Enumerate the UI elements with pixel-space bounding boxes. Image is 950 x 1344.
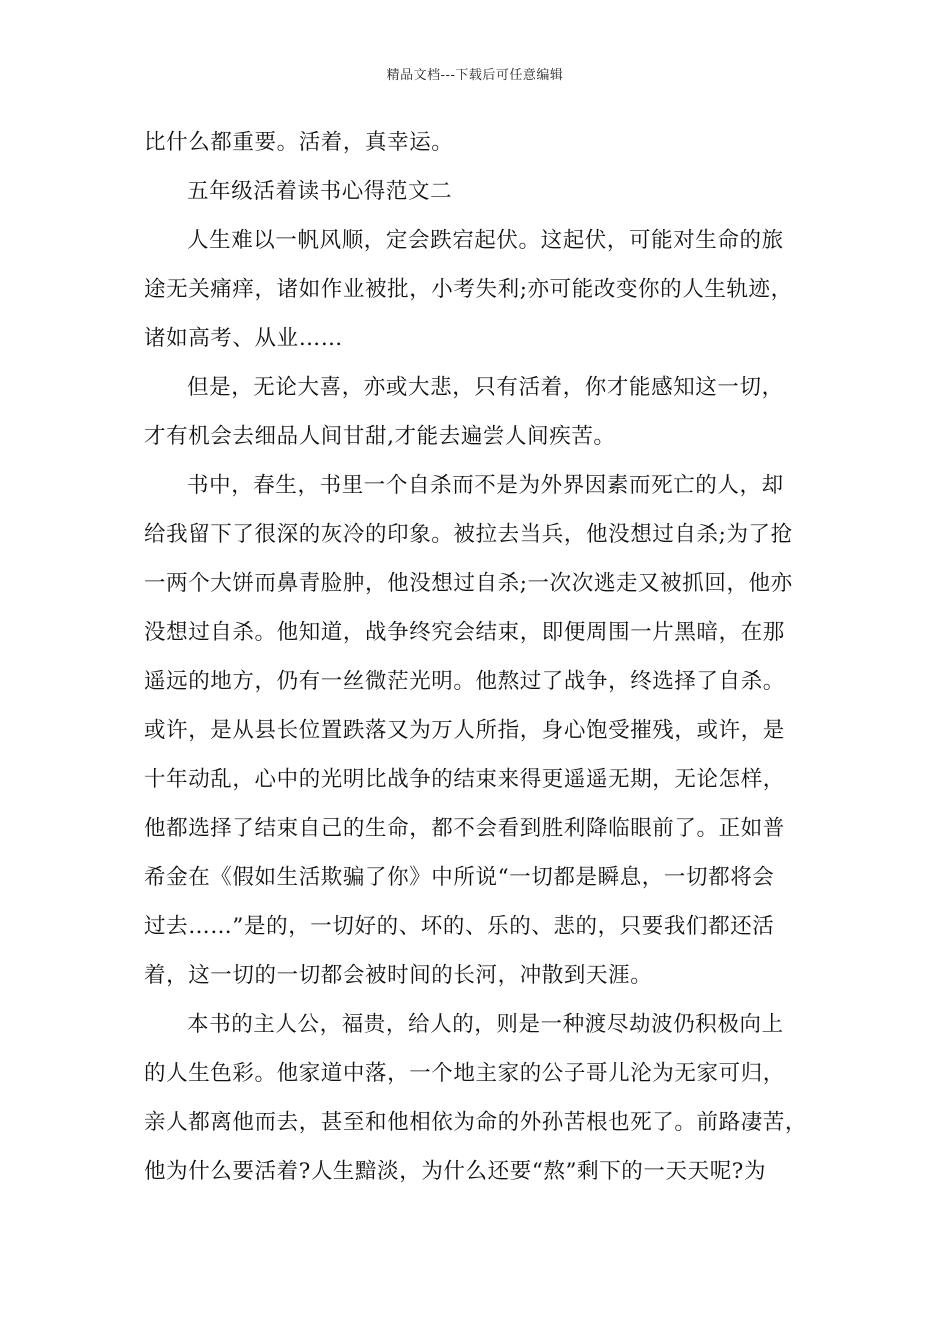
paragraph-line: 十年动乱，心中的光明比战争的结束来得更遥遥无期，无论怎样， [144,767,785,792]
paragraph-line: 但是，无论大喜，亦或大悲，只有活着，你才能感知这一切， [187,375,784,400]
section-title: 五年级活着读书心得范文二 [187,179,453,204]
paragraph-line: 一两个大饼而鼻青脸肿，他没想过自杀;一次次逃走又被抓回，他亦 [144,571,793,596]
paragraph-line: 着，这一切的一切都会被时间的长河，冲散到天涯。 [144,963,653,988]
paragraph-line: 他为什么要活着?人生黯淡，为什么还要“熬”剩下的一天天呢?为 [144,1159,767,1184]
paragraph-line: 本书的主人公，福贵，给人的，则是一种渡尽劫波仍积极向上 [187,1012,784,1037]
paragraph-line: 才有机会去细品人间甘甜,才能去遍尝人间疾苦。 [144,424,616,449]
paragraph-line: 给我留下了很深的灰冷的印象。被拉去当兵，他没想过自杀;为了抢 [144,522,793,547]
paragraph-line: 亲人都离他而去，甚至和他相依为命的外孙苦根也死了。前路凄苦， [144,1110,808,1135]
paragraph-line: 希金在《假如生活欺骗了你》中所说“一切都是瞬息，一切都将会 [144,865,775,890]
paragraph-line: 或许，是从县长位置跌落又为万人所指，身心饱受摧残，或许，是 [144,718,785,743]
paragraph-line: 他都选择了结束自己的生命，都不会看到胜利降临眼前了。正如普 [144,816,785,841]
paragraph-line: 没想过自杀。他知道，战争终究会结束，即便周围一片黑暗，在那 [144,620,785,645]
page-header: 精品文档---下载后可任意编辑 [386,68,564,83]
paragraph-line: 诸如高考、从业…… [144,326,343,351]
text-line: 比什么都重要。活着，真幸运。 [144,130,454,155]
paragraph-line: 人生难以一帆风顺，定会跌宕起伏。这起伏，可能对生命的旅 [187,228,784,253]
paragraph-line: 遥远的地方，仍有一丝微茫光明。他熬过了战争，终选择了自杀。 [144,669,785,694]
paragraph-line: 过去……”是的，一切好的、坏的、乐的、悲的，只要我们都还活 [144,914,775,939]
paragraph-line: 的人生色彩。他家道中落，一个地主家的公子哥儿沦为无家可归， [144,1061,785,1086]
paragraph-line: 书中，春生，书里一个自杀而不是为外界因素而死亡的人，却 [187,473,784,498]
paragraph-line: 途无关痛痒，诸如作业被批，小考失利;亦可能改变你的人生轨迹， [144,277,793,302]
